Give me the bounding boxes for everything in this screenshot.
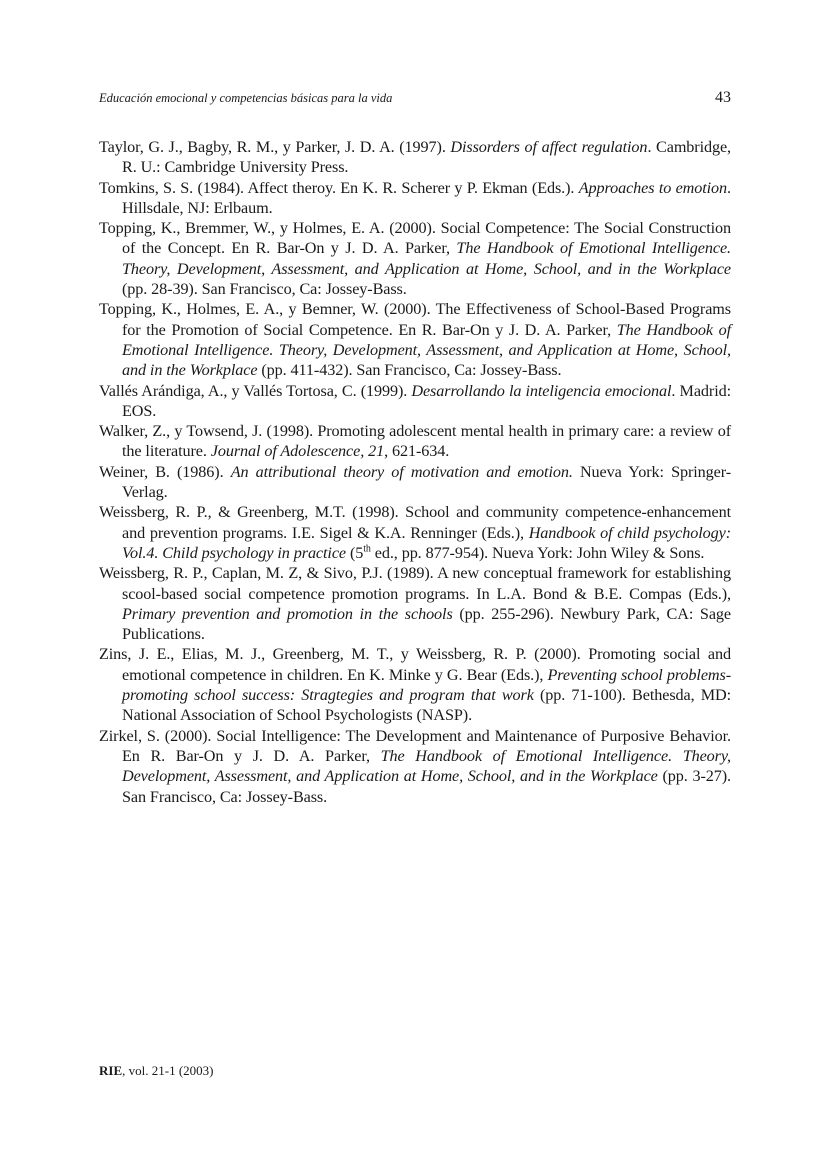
reference-text: Taylor, G. J., Bagby, R. M., y Parker, J. D. A. (1997). <box>99 138 451 156</box>
reference-text: Topping, K., Holmes, E. A., y Bemner, W. (2000). The Effectiveness of School-Based Programs for the Promotion of Social Competence. En R. Bar-On y J. D. A. Parker, <box>99 300 731 339</box>
reference-entry <box>99 563 731 644</box>
reference-title-italic: Primary prevention and promotion in the schools <box>122 604 453 623</box>
reference-title-italic: Journal of Adolescence, 21 <box>210 442 385 461</box>
reference-entry <box>99 381 731 422</box>
running-title: Educación emocional y competencias básicas para la vida <box>99 91 393 105</box>
reference-title-italic: Preventing school problems-promoting school success: Stragtegies and program that work <box>122 665 731 705</box>
reference-text: (pp. 411-432). San Francisco, Ca: Jossey-Bass. <box>257 361 562 380</box>
reference-text: . Hillsdale, NJ: Erlbaum. <box>122 178 731 217</box>
reference-entry <box>99 644 731 725</box>
reference-title-italic: The Handbook of Emotional Intelligence. Theory, Development, Assessment, and Application at Home, School, and in the Workplace <box>122 320 731 380</box>
reference-entry <box>99 726 731 807</box>
reference-title-italic: An attributional theory of motivation and emotion. <box>230 462 573 481</box>
reference-title-italic: The Handbook of Emotional Intelligence. Theory, Development, Assessment, and Application at Home, School, and in the Workplace <box>122 746 732 786</box>
reference-text: . Madrid: EOS. <box>122 381 731 420</box>
reference-title-italic: The Handbook of Emotional Intelligence. Theory, Development, Assessment, and Application at Home, School, and in the Workplace <box>122 239 731 278</box>
reference-text: Zins, J. E., Elias, M. J., Greenberg, M. T., y Weissberg, R. P. (2000). Promoting social and emotional competence in children. En K. Minke y G. Bear (Eds.), <box>99 645 731 684</box>
running-header <box>99 89 731 111</box>
reference-text: Nueva York: Springer-Verlag. <box>122 462 732 502</box>
reference-text: (pp. 71-100). Bethesda, MD: National Association of School Psychologists (NASP). <box>122 686 731 725</box>
reference-list <box>99 137 731 807</box>
reference-text: (pp. 28-39). San Francisco, Ca: Jossey-Bass. <box>122 280 407 299</box>
reference-entry <box>99 178 731 219</box>
reference-text: Weiner, B. (1986). <box>99 462 231 481</box>
reference-text: Vallés Arándiga, A., y Vallés Tortosa, C. (1999). <box>99 381 412 400</box>
reference-text: , 621-634. <box>384 442 450 461</box>
reference-entry <box>99 299 731 380</box>
reference-text: Topping, K., Bremmer, W., y Holmes, E. A. (2000). Social Competence: The Social Construction of the Concept. En R. Bar-On y J. D. A. Parker, <box>99 219 731 258</box>
reference-entry <box>99 137 731 178</box>
reference-title-italic: Approaches to emotion <box>578 178 728 197</box>
superscript-text: th <box>363 543 371 555</box>
reference-text: (5 <box>346 543 364 562</box>
reference-entry <box>99 462 731 503</box>
reference-text: Weissberg, R. P., & Greenberg, M.T. (1998). School and community competence-enhancement and prevention programs. I.E. Sigel & K.A. Renninger (Eds.), <box>99 503 731 542</box>
page-number: 43 <box>715 89 731 106</box>
reference-entry <box>99 502 731 563</box>
reference-title-italic: Desarrollando la inteligencia emocional <box>411 381 672 400</box>
journal-issue: , vol. 21-1 (2003) <box>122 1063 214 1078</box>
journal-name: RIE <box>99 1063 123 1078</box>
reference-text: Tomkins, S. S. (1984). Affect theroy. En K. R. Scherer y P. Ekman (Eds.). <box>99 178 579 197</box>
reference-title-italic: Handbook of child psychology: Vol.4. Child psychology in practice <box>122 523 731 562</box>
reference-text: . Cambridge, R. U.: Cambridge University Press. <box>122 138 732 177</box>
reference-text: Weissberg, R. P., Caplan, M. Z, & Sivo, P.J. (1989). A new conceptual framework for establishing scool-based social competence promotion programs. In L.A. Bond & B.E. Compas (Eds.), <box>99 564 731 603</box>
reference-text: Walker, Z., y Towsend, J. (1998). Promoting adolescent mental health in primary care: a review of the literature. <box>99 422 731 461</box>
reference-entry <box>99 421 731 462</box>
reference-text: Zirkel, S. (2000). Social Intelligence: The Development and Maintenance of Purposive Behavior. En R. Bar-On y J. D. A. Parker, <box>99 726 731 765</box>
reference-text: ed., pp. 877-954). Nueva York: John Wiley & Sons. <box>370 543 705 562</box>
reference-text: (pp. 3-27). San Francisco, Ca: Jossey-Bass. <box>122 767 731 806</box>
reference-title-italic: Dissorders of affect regulation <box>450 138 648 156</box>
reference-entry <box>99 218 731 299</box>
page-footer <box>99 1063 213 1079</box>
reference-text: (pp. 255-296). Newbury Park, CA: Sage Publications. <box>122 604 731 644</box>
